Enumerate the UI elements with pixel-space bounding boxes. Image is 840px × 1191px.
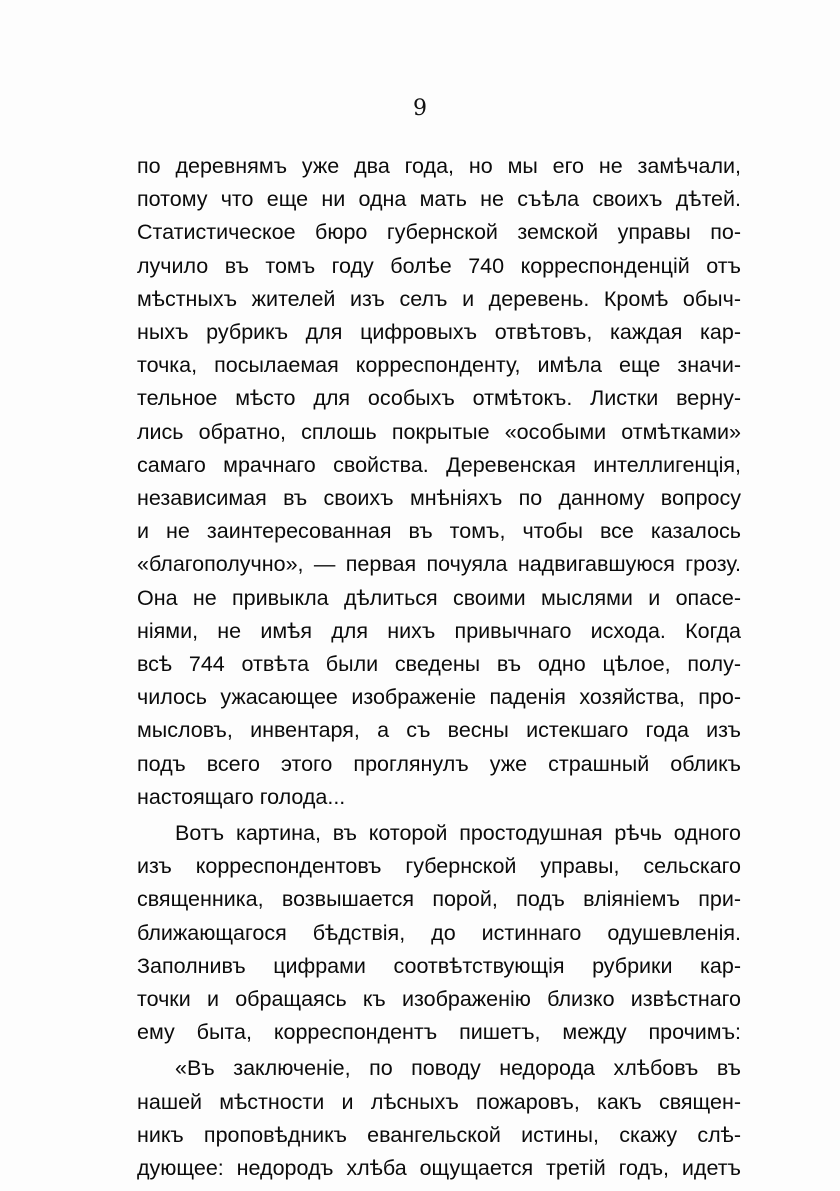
text-line: независимая въ своихъ мнѣніяхъ по данному вопросу xyxy=(137,486,741,510)
text-line: потому что еще ни одна мать не съѣла своихъ дѣтей. xyxy=(137,187,741,211)
text-line: ему быта, корреспондентъ пишетъ, между прочимъ: xyxy=(137,1020,741,1044)
text-line: мысловъ, инвентаря, а съ весны истекшаго года изъ xyxy=(137,718,741,742)
text-line: и не заинтересованная въ томъ, чтобы все казалось xyxy=(137,519,741,543)
text-line: мѣстныхъ жителей изъ селъ и деревень. Кромѣ обыч- xyxy=(137,287,741,311)
text-line: изъ корреспондентовъ губернской управы, сельскаго xyxy=(137,854,741,878)
text-line: ныхъ рубрикъ для цифровыхъ отвѣтовъ, каждая кар- xyxy=(137,320,741,344)
text-line: точка, посылаемая корреспонденту, имѣла еще значи- xyxy=(137,353,741,377)
text-line: лись обратно, сплошь покрытые «особыми отмѣтками» xyxy=(137,420,741,444)
text-line: ближающагося бѣдствія, до истиннаго одушевленія. xyxy=(137,921,741,945)
text-line: лучило въ томъ году болѣе 740 корреспонденцій отъ xyxy=(137,254,741,278)
text-line: точки и обращаясь къ изображенію близко извѣстнаго xyxy=(137,987,741,1011)
text-line: ніями, не имѣя для нихъ привычнаго исхода. Когда xyxy=(137,619,741,643)
text-line: всѣ 744 отвѣта были сведены въ одно цѣлое, полу- xyxy=(137,652,741,676)
quote-line: дующее: недородъ хлѣба ощущается третій годъ, идетъ xyxy=(137,1156,741,1180)
text-line: самаго мрачнаго свойства. Деревенская интеллигенція, xyxy=(137,453,741,477)
text-line: Статистическое бюро губернской земской управы по- xyxy=(137,220,741,244)
text-line: «благополучно», — первая почуяла надвигавшуюся грозу. xyxy=(137,552,741,576)
text-line: по деревнямъ уже два года, но мы его не замѣчали, xyxy=(137,154,741,178)
text-line-paragraph-start: Вотъ картина, въ которой простодушная рѣчь одного xyxy=(175,821,741,845)
quote-line: никъ проповѣдникъ евангельской истины, скажу слѣ- xyxy=(137,1123,741,1147)
text-line: Заполнивъ цифрами соотвѣтствующія рубрики кар- xyxy=(137,954,741,978)
text-line: священника, возвышается порой, подъ вліяніемъ при- xyxy=(137,887,741,911)
text-line-paragraph-end: настоящаго голода... xyxy=(137,785,346,809)
text-line: чилось ужасающее изображеніе паденія хозяйства, про- xyxy=(137,685,741,709)
quote-line: нашей мѣстности и лѣсныхъ пожаровъ, какъ священ- xyxy=(137,1090,741,1114)
text-line: подъ всего этого проглянулъ уже страшный обликъ xyxy=(137,752,741,776)
page-number: 9 xyxy=(413,96,427,121)
quote-line-start: «Въ заключеніе, по поводу недорода хлѣбовъ въ xyxy=(175,1056,741,1080)
text-line: тельное мѣсто для особыхъ отмѣтокъ. Листки верну- xyxy=(137,386,741,410)
text-line: Она не привыкла дѣлиться своими мыслями и опасе- xyxy=(137,586,741,610)
